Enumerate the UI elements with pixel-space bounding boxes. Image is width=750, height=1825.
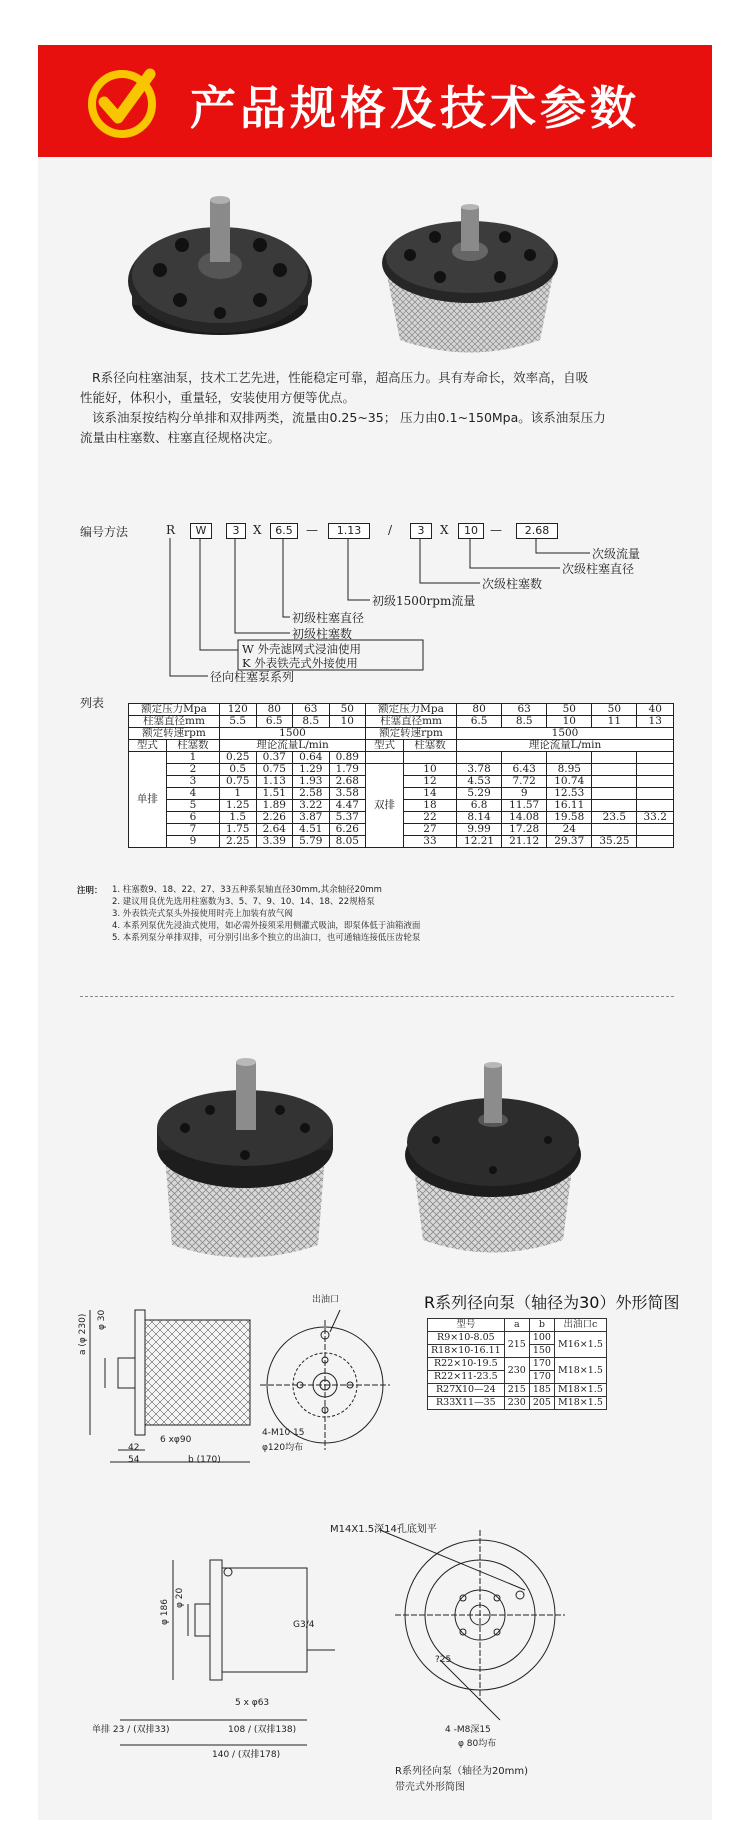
- table-cell: 0.25: [219, 752, 256, 764]
- table-cell: 9.99: [457, 824, 502, 836]
- table-cell: 6.43: [502, 764, 547, 776]
- table-cell: 5.37: [329, 812, 366, 824]
- table-cell: 5.79: [293, 836, 330, 848]
- table-cell: 16.11: [547, 800, 592, 812]
- table-cell: [637, 764, 674, 776]
- code-dash1: —: [306, 523, 318, 537]
- drawing-2-views: [80, 1520, 640, 1750]
- table-cell: 24: [547, 824, 592, 836]
- table-cell: 13: [637, 716, 674, 728]
- dim-row: [428, 1332, 607, 1345]
- spec-row-diameter: [129, 716, 674, 728]
- drawing2-bolt: 4 -M8深15: [445, 1725, 491, 1735]
- table-cell: 50: [547, 704, 592, 716]
- table-cell: 5.29: [457, 788, 502, 800]
- table-cell: 4.53: [457, 776, 502, 788]
- table-cell: 10: [329, 716, 366, 728]
- table-cell: 0.89: [329, 752, 366, 764]
- spec-row-data: [129, 752, 674, 764]
- label-secondary-diameter: 次级柱塞直径: [562, 562, 635, 576]
- table-cell: 3.39: [256, 836, 293, 848]
- header-flow: 理论流量L/min: [219, 740, 365, 752]
- table-cell: 14: [403, 788, 456, 800]
- table-cell: [592, 800, 637, 812]
- dim-cell: 150: [529, 1345, 554, 1358]
- code-box-3b: 3: [410, 523, 432, 539]
- table-cell: [592, 776, 637, 788]
- header-speed: 额定转速rpm: [129, 728, 220, 740]
- table-cell: 18: [403, 800, 456, 812]
- table-cell: 12.53: [547, 788, 592, 800]
- table-cell: 8.95: [547, 764, 592, 776]
- table-cell: 0.5: [219, 764, 256, 776]
- header-type: 型式: [129, 740, 167, 752]
- table-cell: 1.79: [329, 764, 366, 776]
- table-cell: 6: [166, 812, 219, 824]
- header-pressure: 额定压力Mpa: [129, 704, 220, 716]
- table-cell: 2.25: [219, 836, 256, 848]
- header-count: 柱塞数: [403, 740, 456, 752]
- drawing2-caption-2: 带壳式外形简图: [395, 1782, 465, 1793]
- drawing2-bolt-circle: φ 80均布: [458, 1739, 497, 1749]
- table-cell: 1.29: [293, 764, 330, 776]
- drawing1-dim-shaft: φ 30: [97, 1309, 107, 1330]
- table-cell: [592, 764, 637, 776]
- table-cell: 1.25: [219, 800, 256, 812]
- code-box-3: 3: [226, 523, 246, 539]
- code-dash2: —: [490, 523, 502, 537]
- banner-title: 产品规格及技术参数: [190, 81, 640, 135]
- header-diameter: 柱塞直径mm: [366, 716, 457, 728]
- table-cell: 1.93: [293, 776, 330, 788]
- table-cell: 8.14: [457, 812, 502, 824]
- note-item: 2. 建议用良优先选用柱塞数为3、5、7、9、10、14、18、22规格泵: [112, 897, 375, 907]
- code-slash: /: [388, 523, 393, 537]
- dim-cell: R33X11—35: [428, 1397, 505, 1410]
- intro-line-2: 性能好，体积小，重量轻，安装使用方便等优点。: [80, 390, 356, 405]
- table-cell: 9: [502, 788, 547, 800]
- intro-line-4: 流量由柱塞数、柱塞直径规格决定。: [80, 430, 281, 445]
- table-cell: 19.58: [547, 812, 592, 824]
- dim-header-cell: 型号: [428, 1319, 505, 1332]
- table-cell: 1.51: [256, 788, 293, 800]
- table-cell: [637, 836, 674, 848]
- table-cell: 11.57: [502, 800, 547, 812]
- drawing1-title: R系列径向泵（轴径为30）外形简图: [424, 1293, 680, 1312]
- label-series: 径向柱塞泵系列: [210, 670, 295, 684]
- table-cell: 10: [403, 764, 456, 776]
- table-cell: 1: [219, 788, 256, 800]
- drawing1-dim-54: 54: [128, 1455, 140, 1465]
- intro-line-3: 该系油泵按结构分单排和双排两类，流量由0.25~35； 压力由0.1~150Mpa。该系油泵压力: [92, 410, 606, 425]
- header-speed: 额定转速rpm: [366, 728, 457, 740]
- table-cell: 2.58: [293, 788, 330, 800]
- header-type: 型式: [366, 740, 404, 752]
- drawing1-dim-b: b (170): [188, 1455, 221, 1465]
- drawing2-r25: ?25: [435, 1655, 452, 1665]
- table-cell: 5: [166, 800, 219, 812]
- dim-cell: 100: [529, 1332, 554, 1345]
- table-cell: 10: [547, 716, 592, 728]
- dim-row: [428, 1358, 607, 1371]
- dim-cell: 170: [529, 1358, 554, 1371]
- table-cell: 23.5: [592, 812, 637, 824]
- dim-header-cell: a: [504, 1319, 529, 1332]
- spec-row-pressure: [129, 704, 674, 716]
- table-cell: 0.37: [256, 752, 293, 764]
- table-cell: 2.68: [329, 776, 366, 788]
- table-cell: [637, 824, 674, 836]
- label-secondary-flow: 次级流量: [592, 547, 641, 561]
- drawing2-dia186: φ 186: [160, 1599, 170, 1625]
- table-cell: 3.87: [293, 812, 330, 824]
- drawing2-mid: 108 / (双排138): [228, 1725, 297, 1735]
- table-cell: 22: [403, 812, 456, 824]
- dimension-table: [427, 1318, 607, 1410]
- pump-photo-3: [150, 1050, 340, 1265]
- code-heading: 编号方法: [80, 525, 129, 539]
- table-cell: 3.58: [329, 788, 366, 800]
- code-box-268: 2.68: [516, 523, 558, 539]
- table-cell: 17.28: [502, 824, 547, 836]
- table-cell: 80: [256, 704, 293, 716]
- header-pressure: 额定压力Mpa: [366, 704, 457, 716]
- drawing2-holes: 5 x φ63: [235, 1698, 270, 1708]
- table-cell: 29.37: [547, 836, 592, 848]
- table-heading: 列表: [80, 696, 105, 710]
- table-cell: 2.26: [256, 812, 293, 824]
- table-cell: 0.64: [293, 752, 330, 764]
- table-cell: 4: [166, 788, 219, 800]
- drawing1-dim-a: a (φ 230): [78, 1313, 88, 1355]
- dim-cell: M18×1.5: [554, 1358, 606, 1384]
- dim-row-header: [428, 1319, 607, 1332]
- label-primary-flow: 初级1500rpm流量: [372, 594, 476, 608]
- table-cell: 6.8: [457, 800, 502, 812]
- table-cell: [592, 788, 637, 800]
- table-cell: 8.05: [329, 836, 366, 848]
- table-cell: 33: [403, 836, 456, 848]
- speed-value: 1500: [219, 728, 365, 740]
- table-cell: 50: [329, 704, 366, 716]
- table-cell: 63: [293, 704, 330, 716]
- table-cell: 63: [502, 704, 547, 716]
- blank-cell: [457, 752, 502, 764]
- section-divider: [80, 996, 674, 997]
- drawing2-caption-1: R系列径向泵（轴径为20mm): [395, 1766, 529, 1777]
- note-item: 4. 本系列泵优先浸油式使用，如必需外接须采用侧灌式吸油，即泵体低于油箱液面: [112, 921, 421, 931]
- notes-list: [112, 884, 420, 944]
- drawing1-dim-42: 42: [128, 1443, 140, 1453]
- table-cell: 6.26: [329, 824, 366, 836]
- table-cell: 50: [592, 704, 637, 716]
- blank-cell: [637, 752, 674, 764]
- dim-cell: 230: [504, 1397, 529, 1410]
- code-box-65: 6.5: [270, 523, 298, 539]
- table-cell: 4.51: [293, 824, 330, 836]
- table-cell: 1.13: [256, 776, 293, 788]
- dim-cell: 185: [529, 1384, 554, 1397]
- dim-cell: R9×10-8.05: [428, 1332, 505, 1345]
- table-cell: 12: [403, 776, 456, 788]
- header-flow: 理论流量L/min: [457, 740, 674, 752]
- table-cell: [637, 776, 674, 788]
- table-cell: 1.5: [219, 812, 256, 824]
- table-cell: 1.75: [219, 824, 256, 836]
- notes-heading: 注明：: [77, 886, 103, 896]
- header-count: 柱塞数: [166, 740, 219, 752]
- code-box-w: W: [190, 523, 212, 539]
- drawing1-bolt-circle: φ120均布: [262, 1443, 304, 1453]
- speed-value: 1500: [457, 728, 674, 740]
- table-cell: 9: [166, 836, 219, 848]
- blank-cell: [502, 752, 547, 764]
- intro-line-1: R系径向柱塞油泵，技术工艺先进，性能稳定可靠，超高压力。具有寿命长，效率高，自吸: [92, 370, 589, 385]
- table-cell: [637, 800, 674, 812]
- table-cell: [637, 788, 674, 800]
- dim-cell: R22×11-23.5: [428, 1371, 505, 1384]
- dim-cell: M18×1.5: [554, 1397, 606, 1410]
- table-cell: 5.5: [219, 716, 256, 728]
- spec-table: [128, 703, 674, 848]
- spec-row-type-header: [129, 740, 674, 752]
- table-cell: 80: [457, 704, 502, 716]
- dim-cell: M18×1.5: [554, 1384, 606, 1397]
- table-cell: 1: [166, 752, 219, 764]
- table-cell: 0.75: [219, 776, 256, 788]
- table-cell: 3.22: [293, 800, 330, 812]
- dim-row: [428, 1397, 607, 1410]
- blank-cell: [547, 752, 592, 764]
- pump-photo-2: [370, 185, 570, 360]
- table-cell: 3.78: [457, 764, 502, 776]
- blank-cell: [592, 752, 637, 764]
- dim-header-cell: 出油口c: [554, 1319, 606, 1332]
- drawing1-bolt: 4-M10 15: [262, 1428, 305, 1438]
- label-type-w: W 外壳滤网式浸油使用: [242, 642, 361, 656]
- table-cell: 2.64: [256, 824, 293, 836]
- table-cell: 12.21: [457, 836, 502, 848]
- table-cell: 4.47: [329, 800, 366, 812]
- blank-cell: [366, 752, 404, 764]
- table-cell: 7: [166, 824, 219, 836]
- drawing1-dim-holes: 6 xφ90: [160, 1435, 192, 1445]
- pump-photo-4: [398, 1050, 588, 1265]
- drawing1-outlet-label: 出油口: [312, 1295, 340, 1305]
- blank-cell: [403, 752, 456, 764]
- table-cell: 8.5: [293, 716, 330, 728]
- note-item: 5. 本系列泵分单排双排，可分别引出多个独立的出油口，也可通轴连接低压齿轮泵: [112, 933, 421, 943]
- table-cell: 6.5: [256, 716, 293, 728]
- label-secondary-count: 次级柱塞数: [482, 577, 543, 591]
- dim-cell: 170: [529, 1371, 554, 1384]
- pump-photo-1: [120, 185, 320, 360]
- note-item: 1. 柱塞数9、18、22、27、33五种系泵轴直径30mm,其余轴径20mm: [112, 885, 382, 895]
- table-cell: [592, 824, 637, 836]
- note-item: 3. 外表铁壳式泵头外接使用时壳上加装有放气阀: [112, 909, 293, 919]
- table-cell: 40: [637, 704, 674, 716]
- table-cell: 8.5: [502, 716, 547, 728]
- code-r: R: [166, 523, 176, 537]
- table-cell: 27: [403, 824, 456, 836]
- table-cell: 7.72: [502, 776, 547, 788]
- table-cell: 10.74: [547, 776, 592, 788]
- intro-text: [80, 368, 606, 448]
- table-cell: 33.2: [637, 812, 674, 824]
- table-cell: 0.75: [256, 764, 293, 776]
- label-primary-diameter: 初级柱塞直径: [292, 611, 365, 625]
- dim-cell: R22×10-19.5: [428, 1358, 505, 1371]
- drawing2-total: 140 / (双排178): [212, 1750, 281, 1760]
- drawing2-dia20: φ 20: [175, 1587, 185, 1608]
- single-row-label: 单排: [129, 752, 167, 848]
- dim-cell: R27X10—24: [428, 1384, 505, 1397]
- checkmark-icon: [80, 60, 164, 144]
- spec-row-speed: [129, 728, 674, 740]
- table-cell: 2: [166, 764, 219, 776]
- dim-header-cell: b: [529, 1319, 554, 1332]
- table-cell: 21.12: [502, 836, 547, 848]
- table-cell: 35.25: [592, 836, 637, 848]
- dim-cell: R18×10-16.11: [428, 1345, 505, 1358]
- drawing2-single: 单排 23 / (双排33): [92, 1725, 170, 1735]
- table-cell: 3: [166, 776, 219, 788]
- code-box-10: 10: [458, 523, 484, 539]
- table-cell: 14.08: [502, 812, 547, 824]
- label-type-k: K 外表铁壳式外接使用: [242, 656, 358, 670]
- table-cell: 11: [592, 716, 637, 728]
- table-cell: 6.5: [457, 716, 502, 728]
- code-x2: X: [440, 523, 449, 537]
- drawing2-thread: M14X1.5深14孔底划平: [330, 1524, 437, 1535]
- drawing2-g34: G3/4: [293, 1620, 315, 1630]
- code-box-113: 1.13: [328, 523, 370, 539]
- spec-row-data: [129, 764, 674, 776]
- double-row-label: 双排: [366, 764, 404, 848]
- dim-cell: 205: [529, 1397, 554, 1410]
- dim-cell: 230: [504, 1358, 529, 1384]
- dim-cell: 215: [504, 1384, 529, 1397]
- header-diameter: 柱塞直径mm: [129, 716, 220, 728]
- dim-row: [428, 1384, 607, 1397]
- table-cell: 120: [219, 704, 256, 716]
- dim-cell: 215: [504, 1332, 529, 1358]
- table-cell: 1.89: [256, 800, 293, 812]
- code-x1: X: [253, 523, 262, 537]
- label-primary-count: 初级柱塞数: [292, 627, 353, 641]
- dim-cell: M16×1.5: [554, 1332, 606, 1358]
